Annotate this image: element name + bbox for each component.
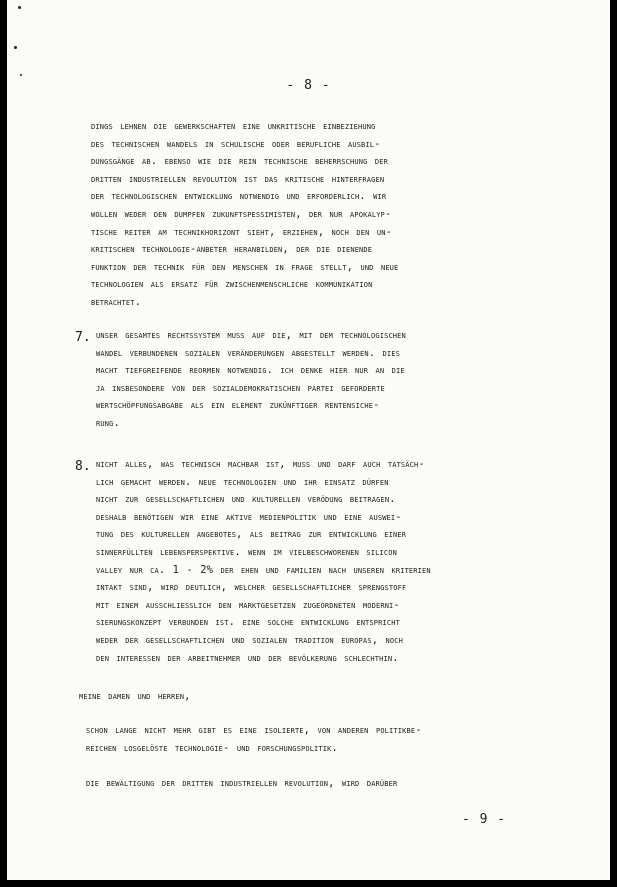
text-line: der technologischen entwicklung notwendig und erforderlich. wir bbox=[91, 190, 387, 203]
text-line: schon lange nicht mehr gibt es eine isolierte, von anderen politikbe- bbox=[86, 724, 422, 736]
text-line: betrachtet. bbox=[91, 295, 142, 308]
text-line: sinnerfüllten lebensperspektive. wenn im vielbeschworenen silicon bbox=[96, 545, 397, 558]
scan-speck bbox=[20, 74, 22, 76]
text-line: mit einem ausschließlich den marktgesetzen zugeordneten moderni- bbox=[96, 598, 400, 611]
text-line: lich gemacht werden. neue technologien und ihr einsatz dürfen bbox=[96, 475, 389, 488]
next-page-marker: - 9 - bbox=[462, 812, 507, 827]
text-line: den interessen der arbeitnehmer und der bevölkerung schlechthin. bbox=[96, 651, 399, 664]
text-line: des technischen wandels in schulische oder berufliche ausbil- bbox=[91, 137, 381, 150]
text-line: rung. bbox=[96, 416, 120, 429]
text-line: die bewältigung der dritten industriellen revolution, wird darüber bbox=[86, 777, 398, 789]
paragraph-final bbox=[86, 775, 397, 793]
text-line: meine damen und herren, bbox=[79, 690, 191, 702]
text-line: dungsgänge ab. ebenso wie die rein technische beherrschung der bbox=[91, 155, 388, 168]
text-line: unser gesamtes rechtssystem muß auf die, mit dem technologischen bbox=[96, 329, 406, 341]
paragraph-item-7 bbox=[96, 327, 406, 433]
text-line: kritischen technologie-anbeter heranbilden, der die dienende bbox=[91, 243, 373, 256]
text-line: tische reiter am technikhorizont sieht, erziehen, noch den un- bbox=[91, 225, 393, 238]
text-line: tung des kulturellen angebotes, als beitrag zur entwicklung einer bbox=[96, 528, 407, 541]
text-line: weder der gesellschaftlichen und sozialen tradition europas, noch bbox=[96, 633, 404, 646]
document-page bbox=[7, 0, 610, 880]
text-line: valley nur ca. 1 - 2% der ehen und familien nach unseren kriterien bbox=[96, 563, 431, 576]
text-line: ja insbesondere von der sozialdemokratischen partei geforderte bbox=[96, 381, 385, 394]
paragraph-continuation bbox=[91, 118, 398, 312]
text-line: dings lehnen die gewerkschaften eine unkritische einbeziehung bbox=[91, 120, 376, 132]
text-line: wertschöpfungsabgabe als ein element zukünftiger rentensiche- bbox=[96, 399, 380, 412]
scan-speck bbox=[14, 46, 17, 49]
text-line: wollen weder den dumpfen zukunftspessimisten, der nur apokalyp- bbox=[91, 207, 392, 220]
text-line: wandel verbundenen sozialen veränderungen abgestellt werden. dies bbox=[96, 346, 400, 359]
text-line: sierungskonzept verbunden ist. eine solche entwicklung entspricht bbox=[96, 616, 400, 629]
item-number-7: 7. bbox=[75, 330, 91, 345]
text-line: nicht alles, was technisch machbar ist, muß und darf auch tatsäch- bbox=[96, 458, 425, 470]
paragraph-policy bbox=[86, 722, 422, 757]
text-line: deshalb benötigen wir eine aktive medienpolitik und eine auswei- bbox=[96, 510, 402, 523]
text-line: reichen losgelöste technologie- und forschungspolitik. bbox=[86, 741, 338, 754]
salutation bbox=[79, 688, 191, 706]
text-line: technologien als ersatz für zwischenmenschliche kommunikation bbox=[91, 278, 373, 291]
text-line: macht tiefgreifende reormen notwendig. ich denke hier nur an die bbox=[96, 364, 405, 377]
page-number: - 8 - bbox=[286, 78, 331, 93]
scan-speck bbox=[18, 6, 21, 9]
text-line: nicht zur gesellschaftlichen und kulturellen verödung beitragen. bbox=[96, 493, 396, 506]
text-line: funktion der technik für den menschen in frage stellt, und neue bbox=[91, 260, 399, 273]
text-line: dritten industriellen revolution ist das kritische hinterfragen bbox=[91, 172, 385, 185]
paragraph-item-8 bbox=[96, 456, 431, 667]
text-line: intakt sind, wird deutlich, welcher gesellschaftlicher sprengstoff bbox=[96, 581, 407, 594]
item-number-8: 8. bbox=[75, 459, 91, 474]
